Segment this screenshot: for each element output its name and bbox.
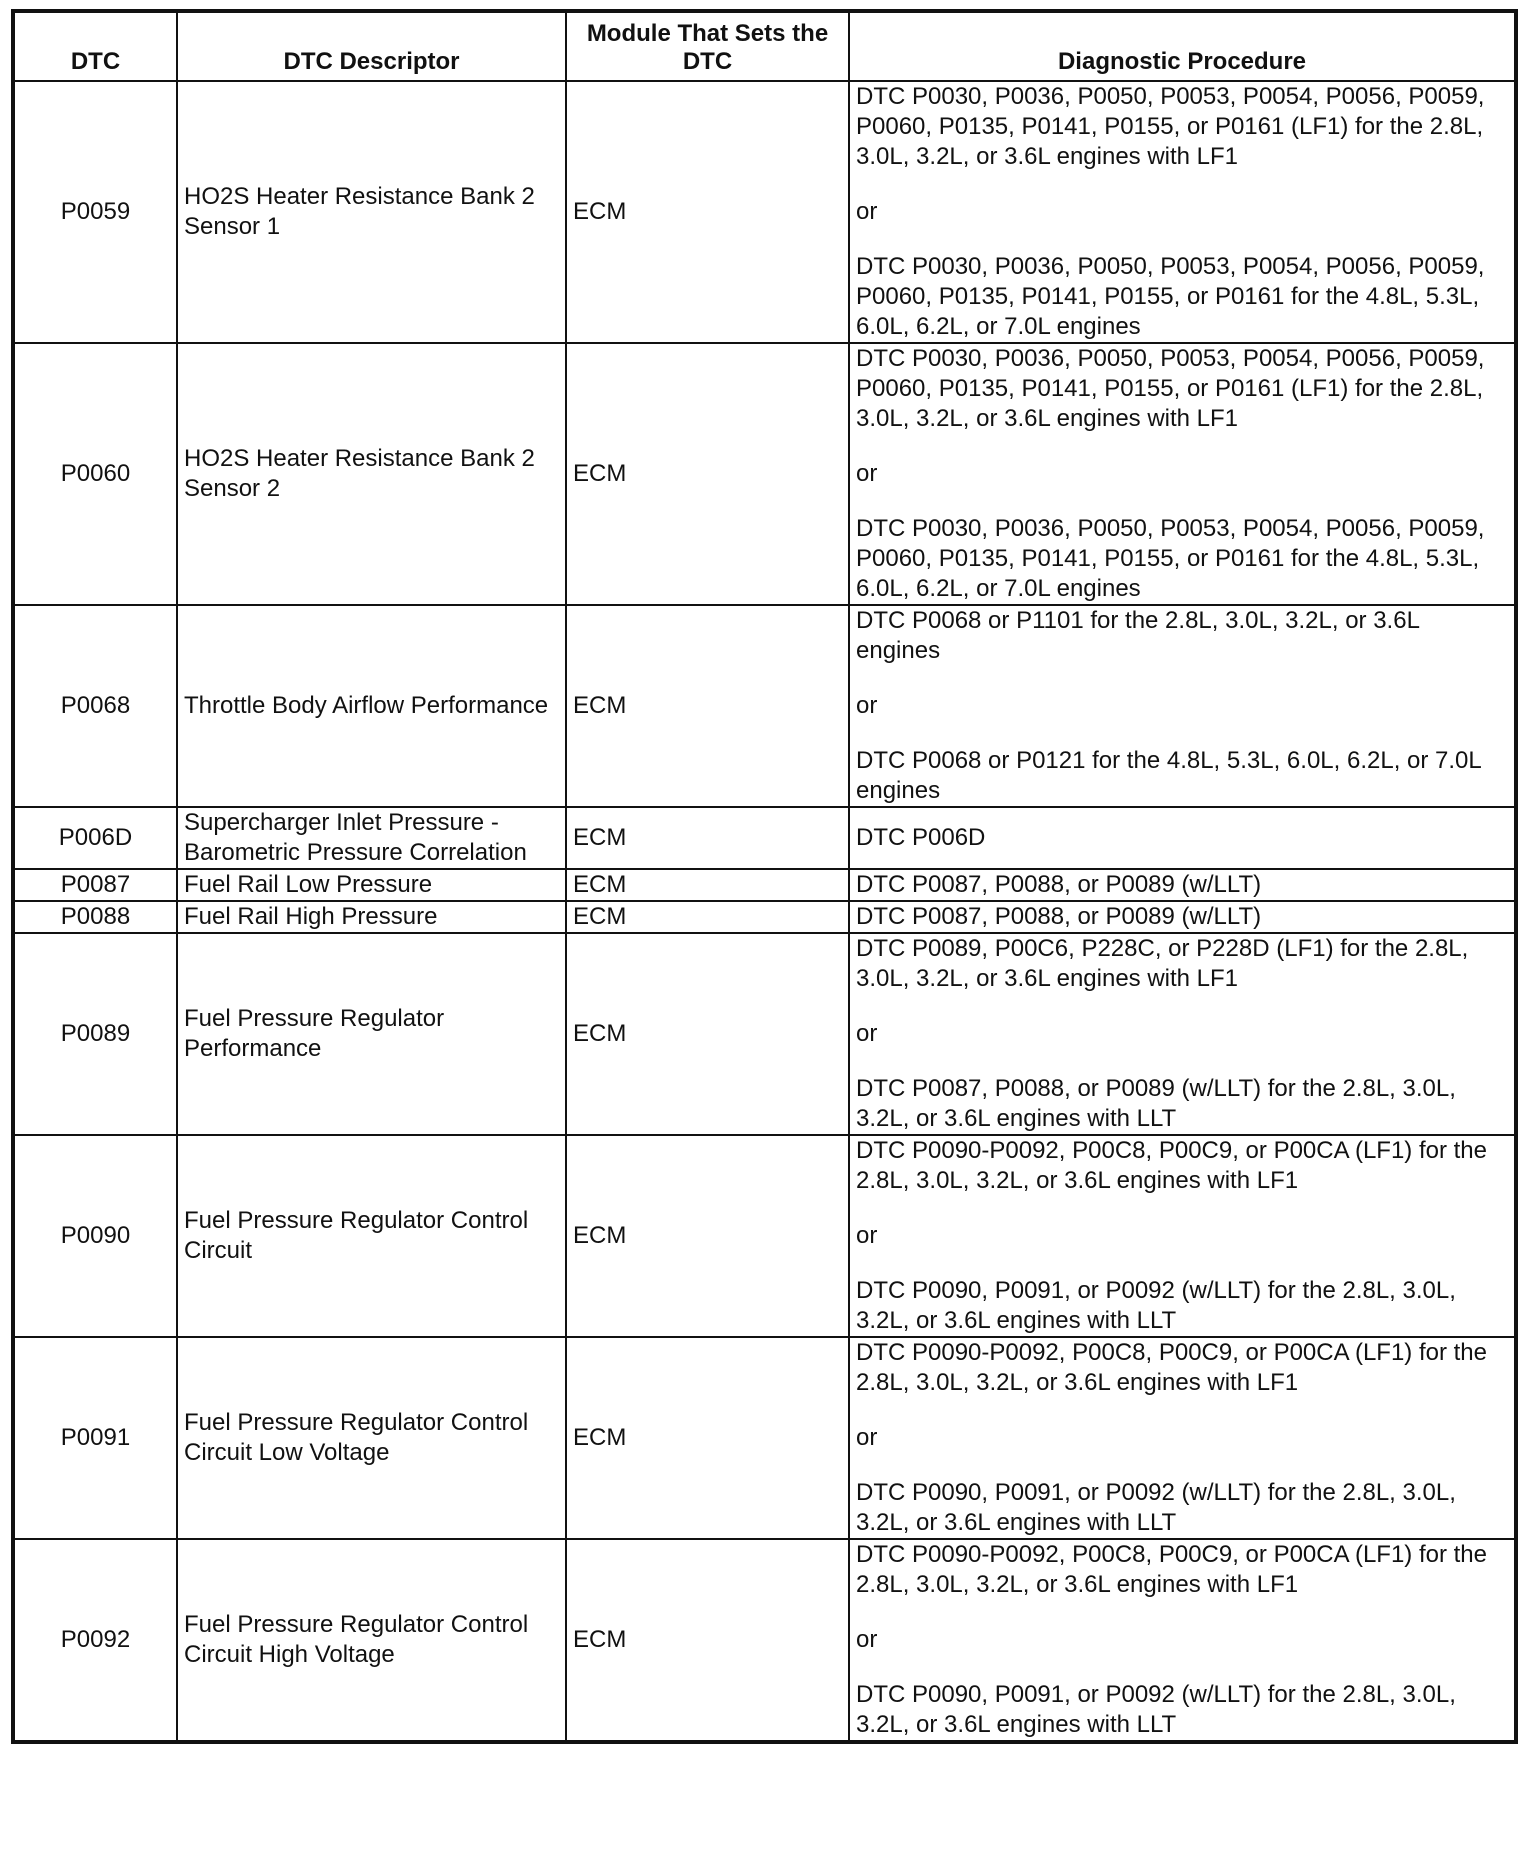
procedure-cell: [849, 605, 1516, 807]
procedure-cell: [849, 343, 1516, 605]
module-cell: ECM: [566, 1135, 849, 1337]
descriptor-cell: Fuel Rail High Pressure: [177, 901, 566, 933]
procedure-cell: [849, 81, 1516, 343]
module-cell: ECM: [566, 1539, 849, 1742]
procedure-cell: [849, 1539, 1516, 1742]
table-row: [13, 81, 1516, 343]
procedure-cell: [849, 807, 1516, 869]
table-row: [13, 605, 1516, 807]
header-row: [13, 11, 1516, 81]
dtc-cell: P0092: [13, 1539, 177, 1742]
procedure-or: or: [856, 692, 878, 719]
dtc-table: [11, 9, 1518, 1744]
procedure-text: DTC P0089, P00C6, P228C, or P228D (LF1) for the 2.8L, 3.0L, 3.2L, or 3.6L engines with LF1: [856, 935, 1469, 992]
module-cell: ECM: [566, 605, 849, 807]
procedure-text: DTC P0090-P0092, P00C8, P00C9, or P00CA (LF1) for the 2.8L, 3.0L, 3.2L, or 3.6L engines with LF1: [856, 1137, 1487, 1194]
table-row: [13, 1539, 1516, 1742]
table-row: [13, 901, 1516, 933]
descriptor-cell: Fuel Pressure Regulator Control Circuit: [177, 1135, 566, 1337]
dtc-cell: P0087: [13, 869, 177, 901]
procedure-or: or: [856, 198, 878, 225]
module-cell: ECM: [566, 81, 849, 343]
descriptor-cell: Fuel Pressure Regulator Control Circuit High Voltage: [177, 1539, 566, 1742]
table-row: [13, 1337, 1516, 1539]
procedure-or: or: [856, 1222, 878, 1249]
table-row: [13, 869, 1516, 901]
dtc-cell: P0090: [13, 1135, 177, 1337]
descriptor-cell: Fuel Pressure Regulator Performance: [177, 933, 566, 1135]
table-row: [13, 807, 1516, 869]
procedure-text: DTC P0087, P0088, or P0089 (w/LLT) for the 2.8L, 3.0L, 3.2L, or 3.6L engines with LLT: [856, 1075, 1456, 1132]
dtc-cell: P0060: [13, 343, 177, 605]
dtc-cell: P0059: [13, 81, 177, 343]
descriptor-cell: HO2S Heater Resistance Bank 2 Sensor 1: [177, 81, 566, 343]
descriptor-cell: Throttle Body Airflow Performance: [177, 605, 566, 807]
procedure-or: or: [856, 460, 878, 487]
header-procedure: Diagnostic Procedure: [849, 11, 1516, 81]
procedure-text: DTC P0090, P0091, or P0092 (w/LLT) for the 2.8L, 3.0L, 3.2L, or 3.6L engines with LLT: [856, 1681, 1456, 1738]
descriptor-cell: Fuel Rail Low Pressure: [177, 869, 566, 901]
table-row: [13, 933, 1516, 1135]
header-module: Module That Sets the DTC: [566, 11, 849, 81]
module-cell: ECM: [566, 343, 849, 605]
procedure-text: DTC P0030, P0036, P0050, P0053, P0054, P0056, P0059, P0060, P0135, P0141, P0155, or P0161 for the 4.8L, 5.3L, 6.0L, 6.2L, or 7.0L engines: [856, 515, 1485, 602]
dtc-cell: P0068: [13, 605, 177, 807]
module-cell: ECM: [566, 901, 849, 933]
procedure-cell: [849, 1337, 1516, 1539]
module-cell: ECM: [566, 807, 849, 869]
procedure-cell: [849, 901, 1516, 933]
procedure-text: DTC P0030, P0036, P0050, P0053, P0054, P0056, P0059, P0060, P0135, P0141, P0155, or P0161 for the 4.8L, 5.3L, 6.0L, 6.2L, or 7.0L engines: [856, 253, 1485, 340]
procedure-text: DTC P0030, P0036, P0050, P0053, P0054, P0056, P0059, P0060, P0135, P0141, P0155, or P0161 (LF1) for the 2.8L, 3.0L, 3.2L, or 3.6L engines with LF1: [856, 83, 1485, 170]
procedure-cell: [849, 933, 1516, 1135]
table-row: [13, 343, 1516, 605]
procedure-text: DTC P0090-P0092, P00C8, P00C9, or P00CA (LF1) for the 2.8L, 3.0L, 3.2L, or 3.6L engines with LF1: [856, 1541, 1487, 1598]
dtc-cell: P0088: [13, 901, 177, 933]
descriptor-cell: Fuel Pressure Regulator Control Circuit Low Voltage: [177, 1337, 566, 1539]
procedure-text: DTC P0087, P0088, or P0089 (w/LLT): [856, 871, 1262, 898]
procedure-text: DTC P0068 or P1101 for the 2.8L, 3.0L, 3.2L, or 3.6L engines: [856, 607, 1420, 664]
dtc-cell: P0089: [13, 933, 177, 1135]
table-row: [13, 1135, 1516, 1337]
dtc-cell: P0091: [13, 1337, 177, 1539]
procedure-cell: [849, 1135, 1516, 1337]
procedure-text: DTC P006D: [856, 824, 986, 851]
module-cell: ECM: [566, 869, 849, 901]
descriptor-cell: Supercharger Inlet Pressure - Barometric Pressure Correlation: [177, 807, 566, 869]
procedure-or: or: [856, 1020, 878, 1047]
procedure-or: or: [856, 1626, 878, 1653]
module-cell: ECM: [566, 933, 849, 1135]
procedure-text: DTC P0090-P0092, P00C8, P00C9, or P00CA (LF1) for the 2.8L, 3.0L, 3.2L, or 3.6L engines with LF1: [856, 1339, 1487, 1396]
procedure-text: DTC P0090, P0091, or P0092 (w/LLT) for the 2.8L, 3.0L, 3.2L, or 3.6L engines with LLT: [856, 1479, 1456, 1536]
header-descriptor: DTC Descriptor: [177, 11, 566, 81]
procedure-text: DTC P0030, P0036, P0050, P0053, P0054, P0056, P0059, P0060, P0135, P0141, P0155, or P0161 (LF1) for the 2.8L, 3.0L, 3.2L, or 3.6L engines with LF1: [856, 345, 1485, 432]
descriptor-cell: HO2S Heater Resistance Bank 2 Sensor 2: [177, 343, 566, 605]
header-dtc: DTC: [13, 11, 177, 81]
procedure-text: DTC P0087, P0088, or P0089 (w/LLT): [856, 903, 1262, 930]
module-cell: ECM: [566, 1337, 849, 1539]
procedure-or: or: [856, 1424, 878, 1451]
procedure-text: DTC P0090, P0091, or P0092 (w/LLT) for the 2.8L, 3.0L, 3.2L, or 3.6L engines with LLT: [856, 1277, 1456, 1334]
procedure-cell: [849, 869, 1516, 901]
procedure-text: DTC P0068 or P0121 for the 4.8L, 5.3L, 6.0L, 6.2L, or 7.0L engines: [856, 747, 1481, 804]
dtc-cell: P006D: [13, 807, 177, 869]
